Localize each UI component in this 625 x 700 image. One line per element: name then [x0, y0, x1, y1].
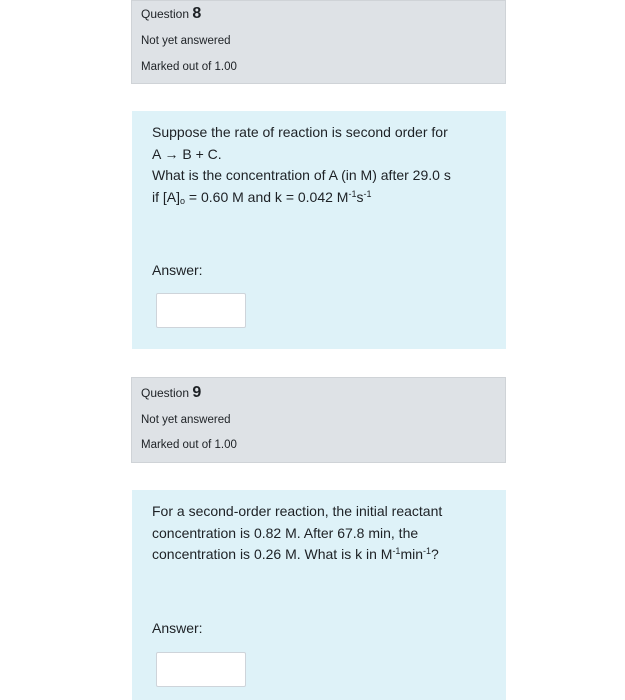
question-9-text [152, 501, 492, 566]
question-number: 9 [192, 384, 202, 401]
question-8-content [132, 111, 506, 349]
question-text-line: A → B + C. [152, 145, 222, 162]
question-8-title [141, 5, 201, 23]
reaction-arrow: → [164, 145, 179, 162]
question-text-line: What is the concentration of A (in M) after 29.0 s [152, 167, 451, 183]
answer-label: Answer: [152, 262, 203, 278]
question-9-grade: Marked out of 1.00 [141, 439, 237, 451]
question-text-line: Suppose the rate of reaction is second order for [152, 124, 448, 140]
question-8-info [131, 0, 506, 84]
question-9-title [141, 384, 201, 402]
question-8-state: Not yet answered [141, 35, 231, 47]
question-9-info [131, 377, 506, 463]
question-9-content [132, 490, 506, 700]
question-label: Question [141, 7, 190, 21]
question-8-text [152, 122, 492, 208]
answer-label: Answer: [152, 620, 203, 636]
question-8-grade: Marked out of 1.00 [141, 61, 237, 73]
answer-input-q8[interactable] [156, 293, 246, 328]
question-text-line: concentration is 0.82 M. After 67.8 min, the [152, 524, 419, 541]
answer-input-q9[interactable] [156, 652, 246, 687]
question-label: Question [141, 386, 190, 400]
question-9-state: Not yet answered [141, 414, 231, 426]
question-number: 8 [192, 5, 202, 22]
question-text-line: concentration is 0.26 M. What is k in $M^{-1}\min^{-1}$? [152, 546, 439, 562]
question-text-line: if $[A]_o = 0.60$ M and k = 0.042 $M^{-1}s^{-1}$ [152, 188, 372, 206]
question-text-line: For a second-order reaction, the initial reactant [152, 503, 443, 519]
